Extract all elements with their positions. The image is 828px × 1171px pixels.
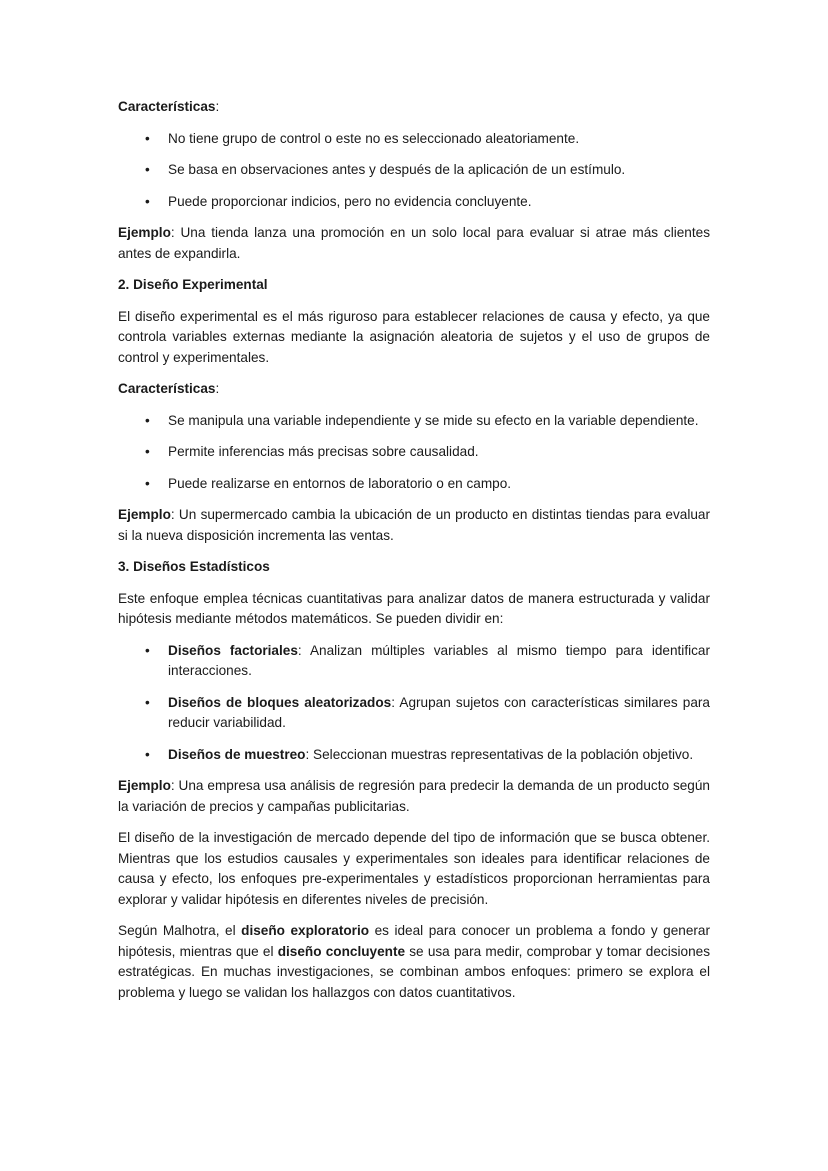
list-item-text: No tiene grupo de control o este no es seleccionado aleatoriamente.	[168, 130, 580, 146]
example-paragraph	[118, 505, 710, 546]
bullet-icon: •	[145, 642, 150, 658]
pre-experimental-characteristics-list	[118, 129, 710, 213]
section-heading-experimental: 2. Diseño Experimental	[118, 277, 268, 292]
example-text: : Una tienda lanza una promoción en un solo local para evaluar si atrae más clientes antes de expandirla.	[118, 225, 710, 261]
text-run: Según Malhotra, el	[118, 923, 242, 938]
list-item-text: Permite inferencias más precisas sobre causalidad.	[168, 444, 479, 459]
example-label: Ejemplo	[118, 507, 171, 522]
list-item	[118, 192, 710, 213]
experimental-intro: El diseño experimental es el más riguroso para establecer relaciones de causa y efecto, ya que controla variables externas mediante la asignación aleatoria de sujetos y el uso de grupos de control y experimentales.	[118, 308, 710, 365]
characteristics-label-text: Características	[118, 381, 216, 396]
list-item	[118, 693, 710, 734]
section-heading-statistical: 3. Diseños Estadísticos	[118, 559, 270, 574]
text-run: es ideal para conocer un problema a fondo y generar hipótesis, mientras que el	[118, 923, 711, 959]
characteristics-label	[118, 379, 710, 400]
bullet-icon: •	[145, 130, 150, 146]
example-label: Ejemplo	[118, 225, 171, 240]
statistical-intro: Este enfoque emplea técnicas cuantitativas para analizar datos de manera estructurada y validar hipótesis mediante métodos matemáticos. Se pueden dividir en:	[118, 590, 710, 626]
text-run: se usa para medir, comprobar y tomar decisiones estratégicas. En muchas investigaciones, se combinan ambos enfoques: primero se explora el problema y luego se validan los hallazgos con datos cuantitativos.	[118, 943, 711, 1000]
conclusion-paragraph-2	[118, 921, 710, 1003]
list-item-term: Diseños factoriales	[168, 642, 298, 658]
experimental-characteristics-list	[118, 411, 710, 495]
bullet-icon: •	[145, 475, 150, 491]
bullet-icon: •	[145, 162, 150, 177]
list-item-text: Puede realizarse en entornos de laboratorio o en campo.	[168, 475, 512, 491]
example-label: Ejemplo	[118, 778, 171, 793]
bullet-icon: •	[145, 746, 150, 762]
statistical-designs-list	[118, 641, 710, 766]
list-item-text: : Seleccionan muestras representativas de la población objetivo.	[305, 746, 694, 762]
bullet-icon: •	[145, 193, 150, 209]
list-item-term: Diseños de bloques aleatorizados	[168, 694, 392, 710]
list-item	[118, 641, 710, 682]
list-item	[118, 129, 710, 150]
colon: :	[215, 381, 220, 396]
list-item-text: Se basa en observaciones antes y después de la aplicación de un estímulo.	[168, 162, 626, 177]
characteristics-label-text: Características	[118, 99, 216, 114]
list-item	[118, 160, 710, 181]
list-item	[118, 745, 710, 766]
conclusion-paragraph-1: El diseño de la investigación de mercado depende del tipo de información que se busca obtener. Mientras que los estudios causales y experimentales son ideales para identificar relaciones de causa y efecto, los enfoques pre-experimentales y estadísticos proporcionan herramientas para explorar y validar hipótesis en diferentes niveles de precisión.	[118, 830, 710, 907]
example-text: : Un supermercado cambia la ubicación de un producto en distintas tiendas para evaluar si la nueva disposición incrementa las ventas.	[118, 507, 710, 543]
list-item-text: Se manipula una variable independiente y se mide su efecto en la variable dependiente.	[168, 412, 699, 428]
bullet-icon: •	[145, 444, 150, 459]
term-exploratory-design: diseño exploratorio	[241, 923, 370, 938]
list-item-text: : Agrupan sujetos con características similares para reducir variabilidad.	[168, 694, 710, 730]
list-item	[118, 474, 710, 495]
characteristics-label	[118, 97, 710, 118]
colon: :	[215, 99, 220, 114]
example-text: : Una empresa usa análisis de regresión para predecir la demanda de un producto según la variación de precios y campañas publicitarias.	[118, 778, 710, 814]
bullet-icon: •	[145, 412, 150, 428]
bullet-icon: •	[145, 694, 150, 710]
list-item	[118, 411, 710, 432]
list-item-text: : Analizan múltiples variables al mismo tiempo para identificar interacciones.	[168, 642, 710, 678]
example-paragraph	[118, 223, 710, 264]
list-item-term: Diseños de muestreo	[168, 746, 306, 762]
list-item	[118, 442, 710, 463]
document-page	[118, 97, 710, 1014]
list-item-text: Puede proporcionar indicios, pero no evidencia concluyente.	[168, 193, 532, 209]
example-paragraph	[118, 776, 710, 817]
term-conclusive-design: diseño concluyente	[277, 943, 406, 959]
